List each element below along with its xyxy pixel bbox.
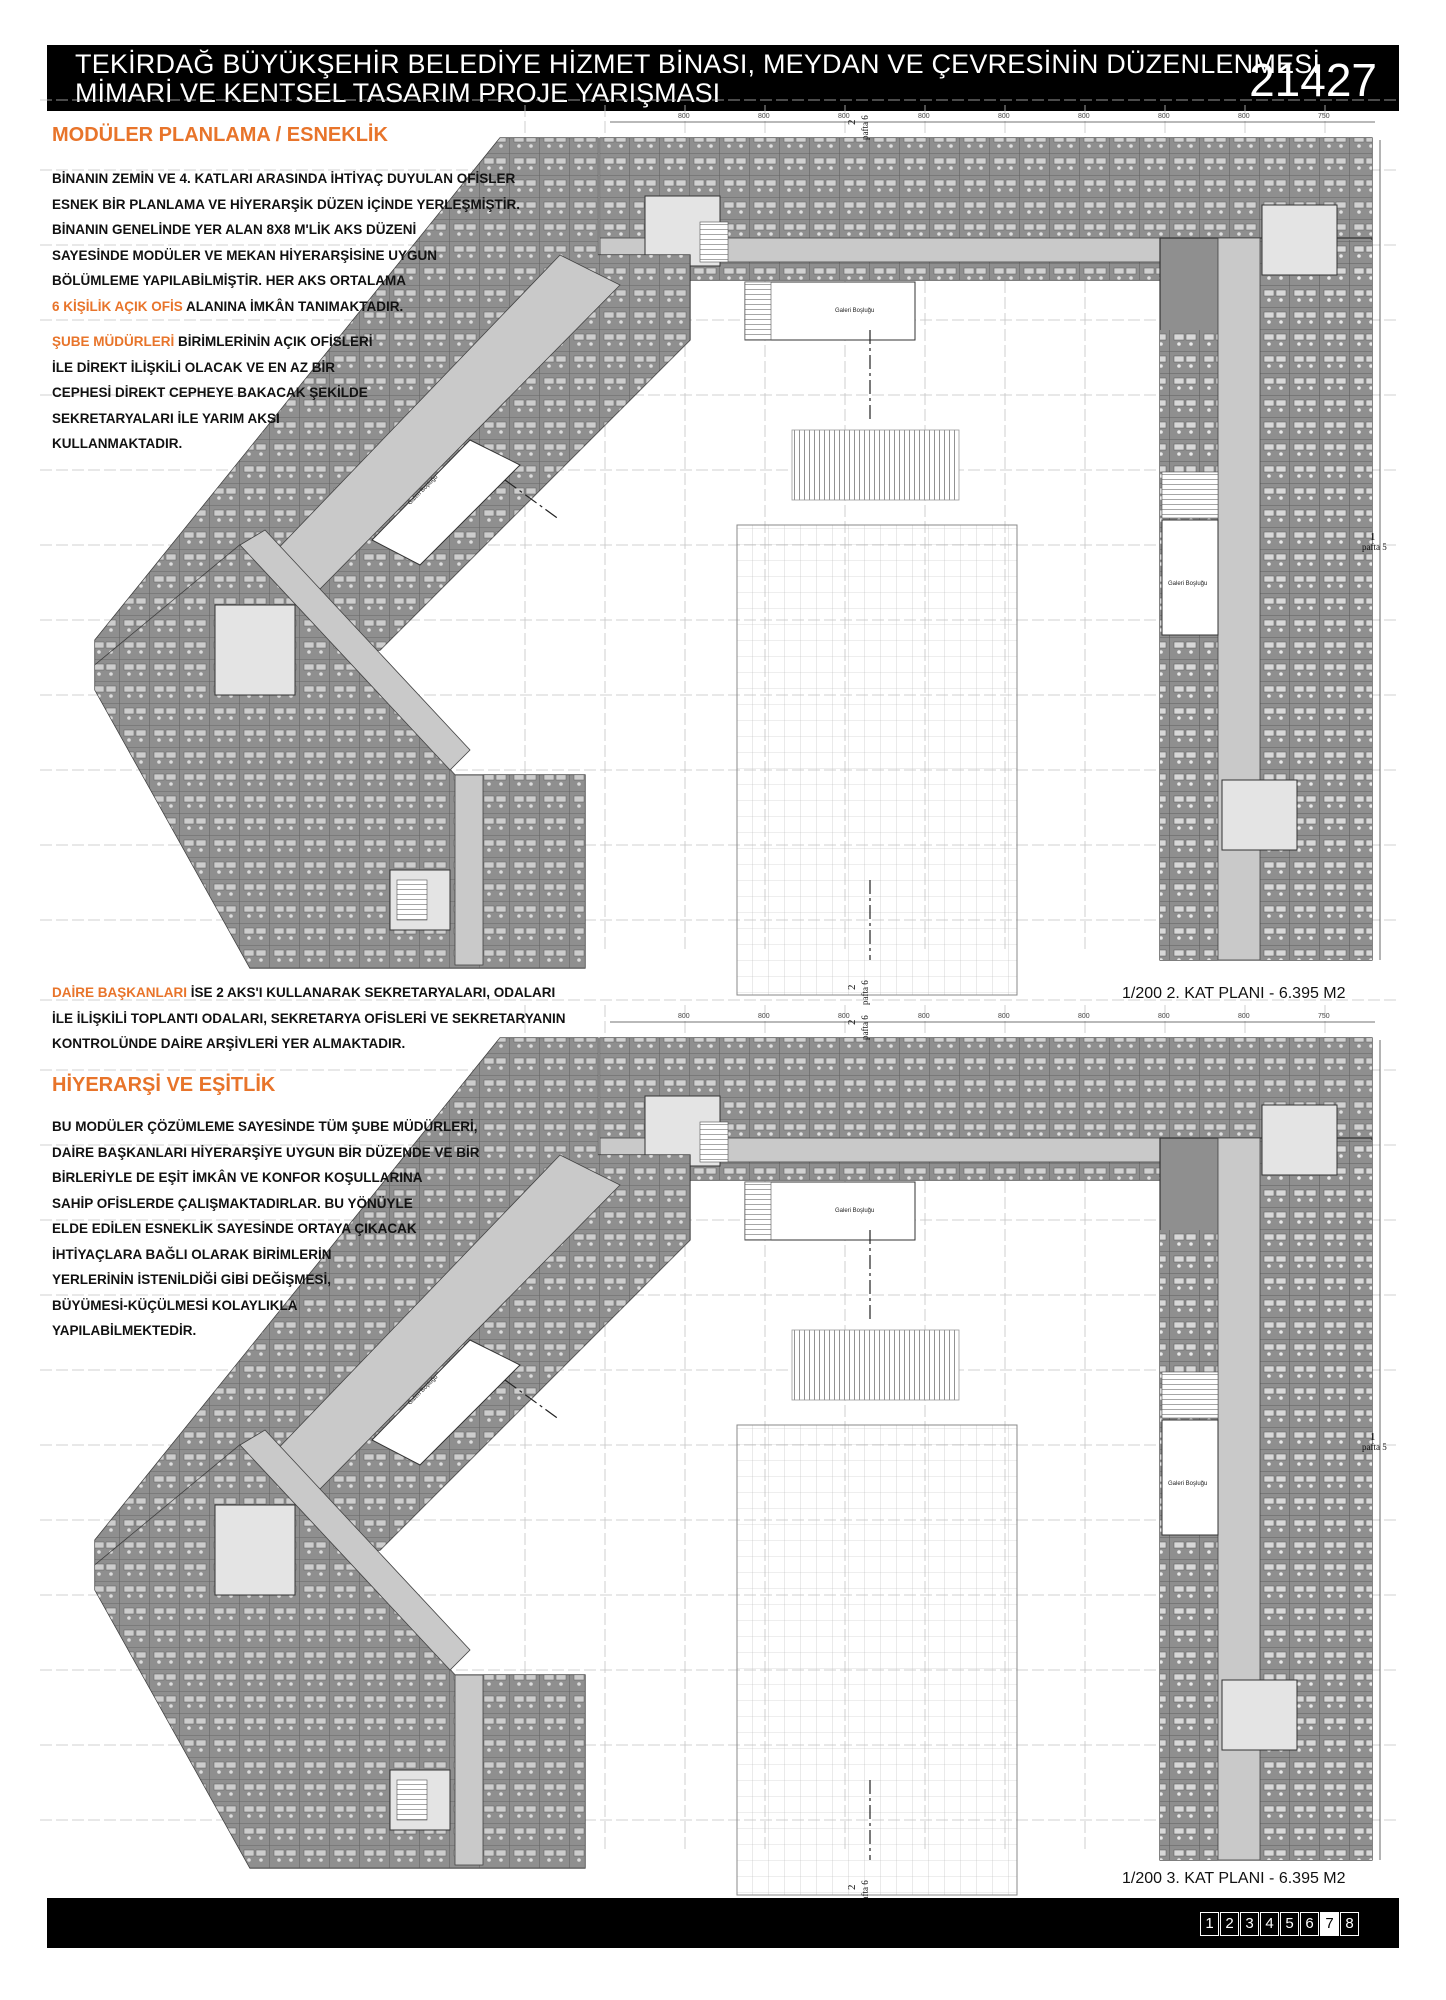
highlight-branch-managers: ŞUBE MÜDÜRLERİ xyxy=(52,334,175,349)
text-line: SAYESİNDE MODÜLER VE MEKAN HİYERARŞİSİNE UYGUN xyxy=(52,247,438,263)
text-line: BİNANIN GENELİNDE YER ALAN 8X8 M'LİK AKS DÜZENİ xyxy=(52,222,417,237)
text-line: İHTİYAÇLARA BAĞLI OLARAK BİRİMLERİN xyxy=(52,1246,332,1262)
text-line: CEPHESİ DİREKT CEPHEYE BAKACAK ŞEKİLDE xyxy=(52,385,368,400)
highlight-open-office: 6 KİŞİLİK AÇIK OFİS xyxy=(52,298,183,314)
text-line: BİRLERİYLE DE EŞİT İMKÂN VE KONFOR KOŞULLARINA xyxy=(52,1170,423,1185)
footer-bar xyxy=(47,1898,1399,1948)
competition-title-line1: TEKİRDAĞ BÜYÜKŞEHİR BELEDİYE HİZMET BİNASI, MEYDAN VE ÇEVRESİNİN DÜZENLENMESİ xyxy=(75,49,1321,79)
plan-caption-floor-2: 1/200 2. KAT PLANI - 6.395 M2 xyxy=(1122,985,1346,1002)
text-line: KULLANMAKTADIR. xyxy=(52,436,183,451)
paragraph-branch-managers xyxy=(52,329,373,457)
entry-number: 21427 xyxy=(1249,54,1377,106)
paragraph-modular xyxy=(52,166,520,319)
text-line: SAHİP OFİSLERDE ÇALIŞMAKTADIRLAR. BU YÖNÜYLE xyxy=(52,1195,413,1211)
text-line: YERLERİNİN İSTENİLDİĞİ GİBİ DEĞİŞMESİ, xyxy=(52,1272,332,1287)
competition-title-line2: MİMARİ VE KENTSEL TASARIM PROJE YARIŞMASI xyxy=(75,78,721,108)
text-line: KONTROLÜNDE DAİRE ARŞİVLERİ YER ALMAKTADIR. xyxy=(52,1036,406,1051)
text-line: İLE İLİŞKİLİ TOPLANTI ODALARI, SEKRETARYA OFİSLERİ VE SEKRETARYANIN xyxy=(52,1010,566,1026)
page-number-8: 8 xyxy=(1340,1912,1359,1936)
plan-caption-floor-3: 1/200 3. KAT PLANI - 6.395 M2 xyxy=(1122,1870,1346,1887)
page-number-7: 7 xyxy=(1320,1912,1339,1936)
text-line: İLE DİREKT İLİŞKİLİ OLACAK VE EN AZ BİR xyxy=(52,359,336,375)
page-number-3: 3 xyxy=(1240,1912,1259,1936)
section-title-hierarchy: HİYERARŞİ VE EŞİTLİK xyxy=(52,1074,276,1096)
text-line: BÜYÜMESİ-KÜÇÜLMESİ KOLAYLIKLA xyxy=(52,1297,298,1313)
text-line: BÖLÜMLEME YAPILABİLMİŞTİR. HER AKS ORTALAMA xyxy=(52,273,406,288)
page-number-1: 1 xyxy=(1200,1912,1219,1936)
text-line: BİRİMLERİNİN AÇIK OFİSLERİ xyxy=(174,334,373,349)
text-line: ESNEK BİR PLANLAMA VE HİYERARŞİK DÜZEN İÇİNDE YERLEŞMİŞTİR. xyxy=(52,196,521,212)
section-title-modular: MODÜLER PLANLAMA / ESNEKLİK xyxy=(52,124,388,146)
text-line: BU MODÜLER ÇÖZÜMLEME SAYESİNDE TÜM ŞUBE MÜDÜRLERİ, xyxy=(52,1119,478,1134)
paragraph-department-heads xyxy=(52,980,566,1057)
page-number-5: 5 xyxy=(1280,1912,1299,1936)
text-line: SEKRETARYALARI İLE YARIM AKSI xyxy=(52,410,280,426)
text-line: DAİRE BAŞKANLARI HİYERARŞİYE UYGUN BİR DÜZENDE VE BİR xyxy=(52,1144,480,1160)
paragraph-hierarchy xyxy=(52,1114,480,1344)
text-line: ELDE EDİLEN ESNEKLİK SAYESİNDE ORTAYA ÇIKACAK xyxy=(52,1221,417,1236)
text-line: ALANINA İMKÂN TANIMAKTADIR. xyxy=(182,298,404,314)
page-indicator xyxy=(1199,1912,1359,1936)
highlight-department-heads: DAİRE BAŞKANLARI xyxy=(52,985,187,1000)
text-line: İSE 2 AKS'I KULLANARAK SEKRETARYALARI, ODALARI xyxy=(187,985,556,1000)
page-number-6: 6 xyxy=(1300,1912,1319,1936)
text-line: BİNANIN ZEMİN VE 4. KATLARI ARASINDA İHTİYAÇ DUYULAN OFİSLER xyxy=(52,171,516,186)
page-number-2: 2 xyxy=(1220,1912,1239,1936)
text-line: YAPILABİLMEKTEDİR. xyxy=(52,1323,197,1338)
page-number-4: 4 xyxy=(1260,1912,1279,1936)
